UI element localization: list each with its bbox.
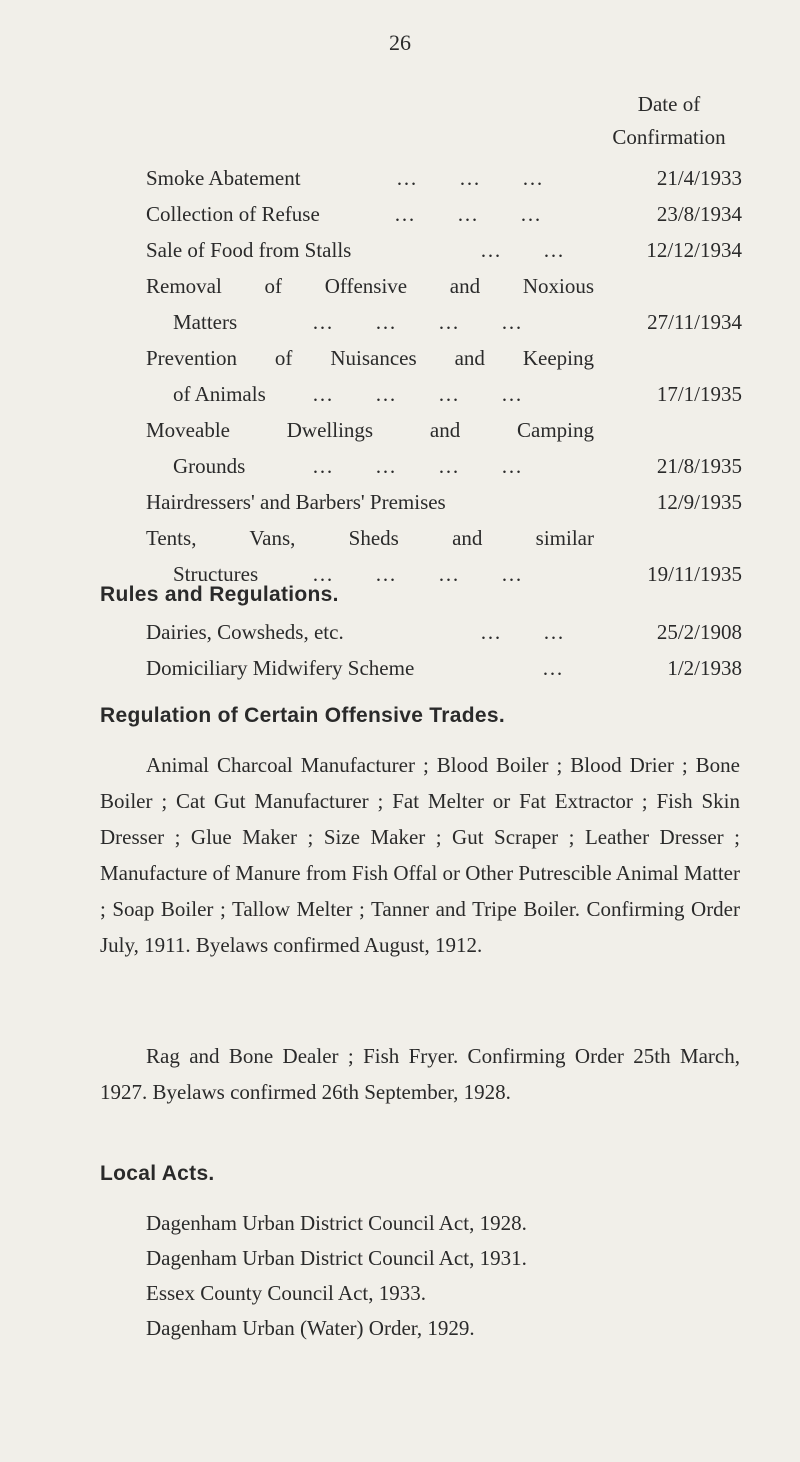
row-date: 21/8/1935	[656, 454, 742, 478]
leader-dots: … … …	[396, 166, 543, 190]
row-label: Dairies, Cowsheds, etc.	[146, 620, 344, 644]
table-row	[146, 340, 742, 376]
list-item: Essex County Council Act, 1933.	[146, 1281, 426, 1305]
leader-dots: … … …	[394, 202, 541, 226]
local-acts-list	[146, 1206, 527, 1346]
table-row-continuation	[146, 376, 742, 412]
row-label-continuation: of Animals	[173, 382, 266, 406]
table-row	[146, 650, 742, 686]
column-header-line1: Date of	[637, 92, 701, 116]
row-label: Sale of Food from Stalls	[146, 238, 352, 262]
table-row	[146, 412, 742, 448]
leader-dots: … … … …	[312, 382, 522, 406]
table-row	[146, 160, 742, 196]
offensive-trades-heading: Regulation of Certain Offensive Trades.	[100, 704, 505, 727]
offensive-trades-paragraph-2	[100, 1038, 740, 1110]
table-row	[146, 520, 742, 556]
row-date: 12/12/1934	[646, 238, 742, 262]
row-date: 23/8/1934	[656, 202, 742, 226]
paragraph-text: Rag and Bone Dealer ; Fish Fryer. Confirming Order 25th March, 1927. Byelaws confirmed 26th September, 1928.	[100, 1044, 740, 1104]
row-label: Tents, Vans, Sheds and similar	[146, 526, 594, 550]
table-row	[146, 484, 742, 520]
table-row	[146, 614, 742, 650]
leader-dots: …	[542, 656, 563, 680]
table-row-continuation	[146, 304, 742, 340]
row-label-continuation: Grounds	[173, 454, 246, 478]
rules-table	[146, 614, 742, 686]
list-item: Dagenham Urban (Water) Order, 1929.	[146, 1316, 475, 1340]
row-date: 19/11/1935	[647, 562, 742, 586]
date-of-confirmation-header	[598, 88, 740, 154]
table-row-continuation	[146, 448, 742, 484]
table-row	[146, 232, 742, 268]
row-label: Removal of Offensive and Noxious	[146, 274, 594, 298]
list-item: Dagenham Urban District Council Act, 1928.	[146, 1211, 527, 1235]
row-date: 1/2/1938	[667, 656, 742, 680]
local-acts-heading: Local Acts.	[100, 1162, 215, 1185]
leader-dots: … … … …	[312, 562, 522, 586]
row-date: 17/1/1935	[656, 382, 742, 406]
list-item: Dagenham Urban District Council Act, 1931.	[146, 1246, 527, 1270]
offensive-trades-paragraph-1	[100, 747, 740, 963]
leader-dots: … … … …	[312, 454, 522, 478]
row-date: 21/4/1933	[656, 166, 742, 190]
leader-dots: … …	[480, 238, 564, 262]
row-date: 25/2/1908	[656, 620, 742, 644]
row-label: Domiciliary Midwifery Scheme	[146, 656, 415, 680]
rules-heading: Rules and Regulations.	[100, 583, 339, 606]
row-date: 12/9/1935	[656, 490, 742, 514]
table-row	[146, 196, 742, 232]
row-label: Prevention of Nuisances and Keeping	[146, 346, 594, 370]
paragraph-text: Animal Charcoal Manufacturer ; Blood Boiler ; Blood Drier ; Bone Boiler ; Cat Gut Manufacturer ; Fat Melter or Fat Extractor ; Fish Skin Dresser ; Glue Maker ; Size Maker ; Gut Scraper ; Leather Dresser ; Manufacture of Manure from Fish Offal or Other Putrescible Animal Matter ; Soap Boiler ; Tallow Melter ; Tanner and Tripe Boiler. Confirming Order July, 1911. Byelaws confirmed August, 1912.	[100, 753, 740, 957]
row-label: Moveable Dwellings and Camping	[146, 418, 594, 442]
row-label-continuation: Matters	[173, 310, 238, 334]
page-number: 26	[389, 30, 411, 55]
row-label-continuation: Structures	[173, 562, 259, 586]
row-label: Smoke Abatement	[146, 166, 301, 190]
leader-dots: … … … …	[312, 310, 522, 334]
table-row	[146, 268, 742, 304]
byelaws-table	[146, 160, 742, 592]
leader-dots: … …	[480, 620, 564, 644]
row-label: Hairdressers' and Barbers' Premises	[146, 490, 446, 514]
row-label: Collection of Refuse	[146, 202, 320, 226]
column-header-line2: Confirmation	[612, 125, 726, 149]
row-date: 27/11/1934	[647, 310, 742, 334]
